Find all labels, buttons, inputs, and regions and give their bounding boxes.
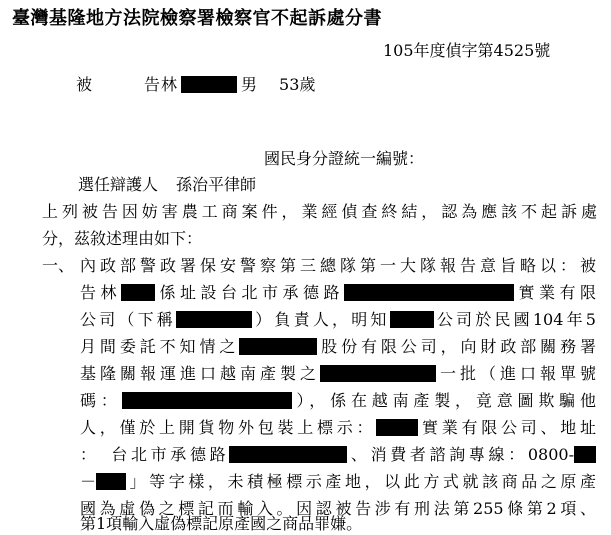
defendant-line <box>76 75 315 95</box>
paragraph-line <box>80 472 596 492</box>
paragraph-line: 國為虛偽之標記而輸入。因認被告涉有刑法第255條第2項、 <box>80 499 596 518</box>
text-segment: 股份有限公司，向財政部關務署 <box>317 337 596 356</box>
counsel-name: 孫治平律師 <box>176 175 257 194</box>
counsel-line <box>78 175 256 195</box>
intro-line: 分，茲敘述理由如下： <box>42 229 203 248</box>
text-segment: － <box>80 472 97 491</box>
text-segment: 人，僅於上開貨物外包裝上標示： <box>80 418 377 437</box>
text-segment: ），係在越南產製，竟意圖欺騙他 <box>291 391 596 410</box>
intro-line: 上列被告因妨害農工商案件，業經偵查終結，認為應該不起訴處 <box>42 202 597 221</box>
paragraph-line <box>80 310 596 330</box>
paragraph-line <box>80 391 596 411</box>
redaction-block <box>176 311 252 328</box>
text-segment: 實業有限 <box>513 283 596 302</box>
paragraph-line <box>80 337 596 357</box>
paragraph-line <box>80 418 596 438</box>
redaction-block <box>96 473 126 490</box>
redaction-block <box>239 338 317 355</box>
text-segment: 公司於民國104年5 <box>433 310 596 329</box>
paragraph-line: 第1項輸入虛偽標記原產國之商品罪嫌。 <box>80 514 363 533</box>
redaction-block <box>229 446 347 463</box>
text-segment: 一批（進口報單號 <box>435 364 596 383</box>
text-segment: ： 台北市承德路 <box>80 445 230 464</box>
redaction-block <box>320 365 436 382</box>
counsel-label: 選任辯護人 <box>78 175 159 194</box>
paragraph-line <box>80 364 596 384</box>
paragraph-line <box>80 283 596 303</box>
text-segment: 實業有限公司、地址 <box>418 418 596 437</box>
text-segment: ）負責人，明知 <box>252 310 390 329</box>
redaction-block <box>376 419 418 436</box>
defendant-age: 53歲 <box>279 75 316 94</box>
text-segment: 基隆關報運進口越南產製之 <box>80 364 320 383</box>
redaction-block <box>121 284 155 301</box>
redaction-block <box>122 392 292 409</box>
redaction-block <box>344 284 514 301</box>
case-number: 105年度偵字第4525號 <box>383 41 551 60</box>
item-marker: 一、 <box>42 256 75 275</box>
redaction-block <box>390 311 434 328</box>
text-segment: 、消費者諮詢專線：0800- <box>347 445 574 464</box>
redaction-block <box>574 446 596 463</box>
defendant-surname: 林 <box>161 75 178 94</box>
text-segment: 月間委託不知情之 <box>80 337 240 356</box>
defendant-role-label: 被 告 <box>76 75 162 94</box>
paragraph-line <box>80 445 596 465</box>
text-segment: 碼： <box>80 391 122 410</box>
id-number-label: 國民身分證統一編號： <box>264 149 425 168</box>
text-segment: 係址設台北市承德路 <box>155 283 344 302</box>
document-title: 臺灣基隆地方法院檢察署檢察官不起訴處分書 <box>12 8 382 29</box>
text-segment: 告林 <box>80 283 121 302</box>
defendant-gender: 男 <box>241 75 258 94</box>
text-segment: 公司（下稱 <box>80 310 177 329</box>
text-segment: 」等字樣，未積極標示產地，以此方式就該商品之原產 <box>126 472 596 491</box>
redaction-block <box>181 76 237 93</box>
paragraph-line: 內政部警政署保安警察第三總隊第一大隊報告意旨略以：被 <box>80 256 596 275</box>
